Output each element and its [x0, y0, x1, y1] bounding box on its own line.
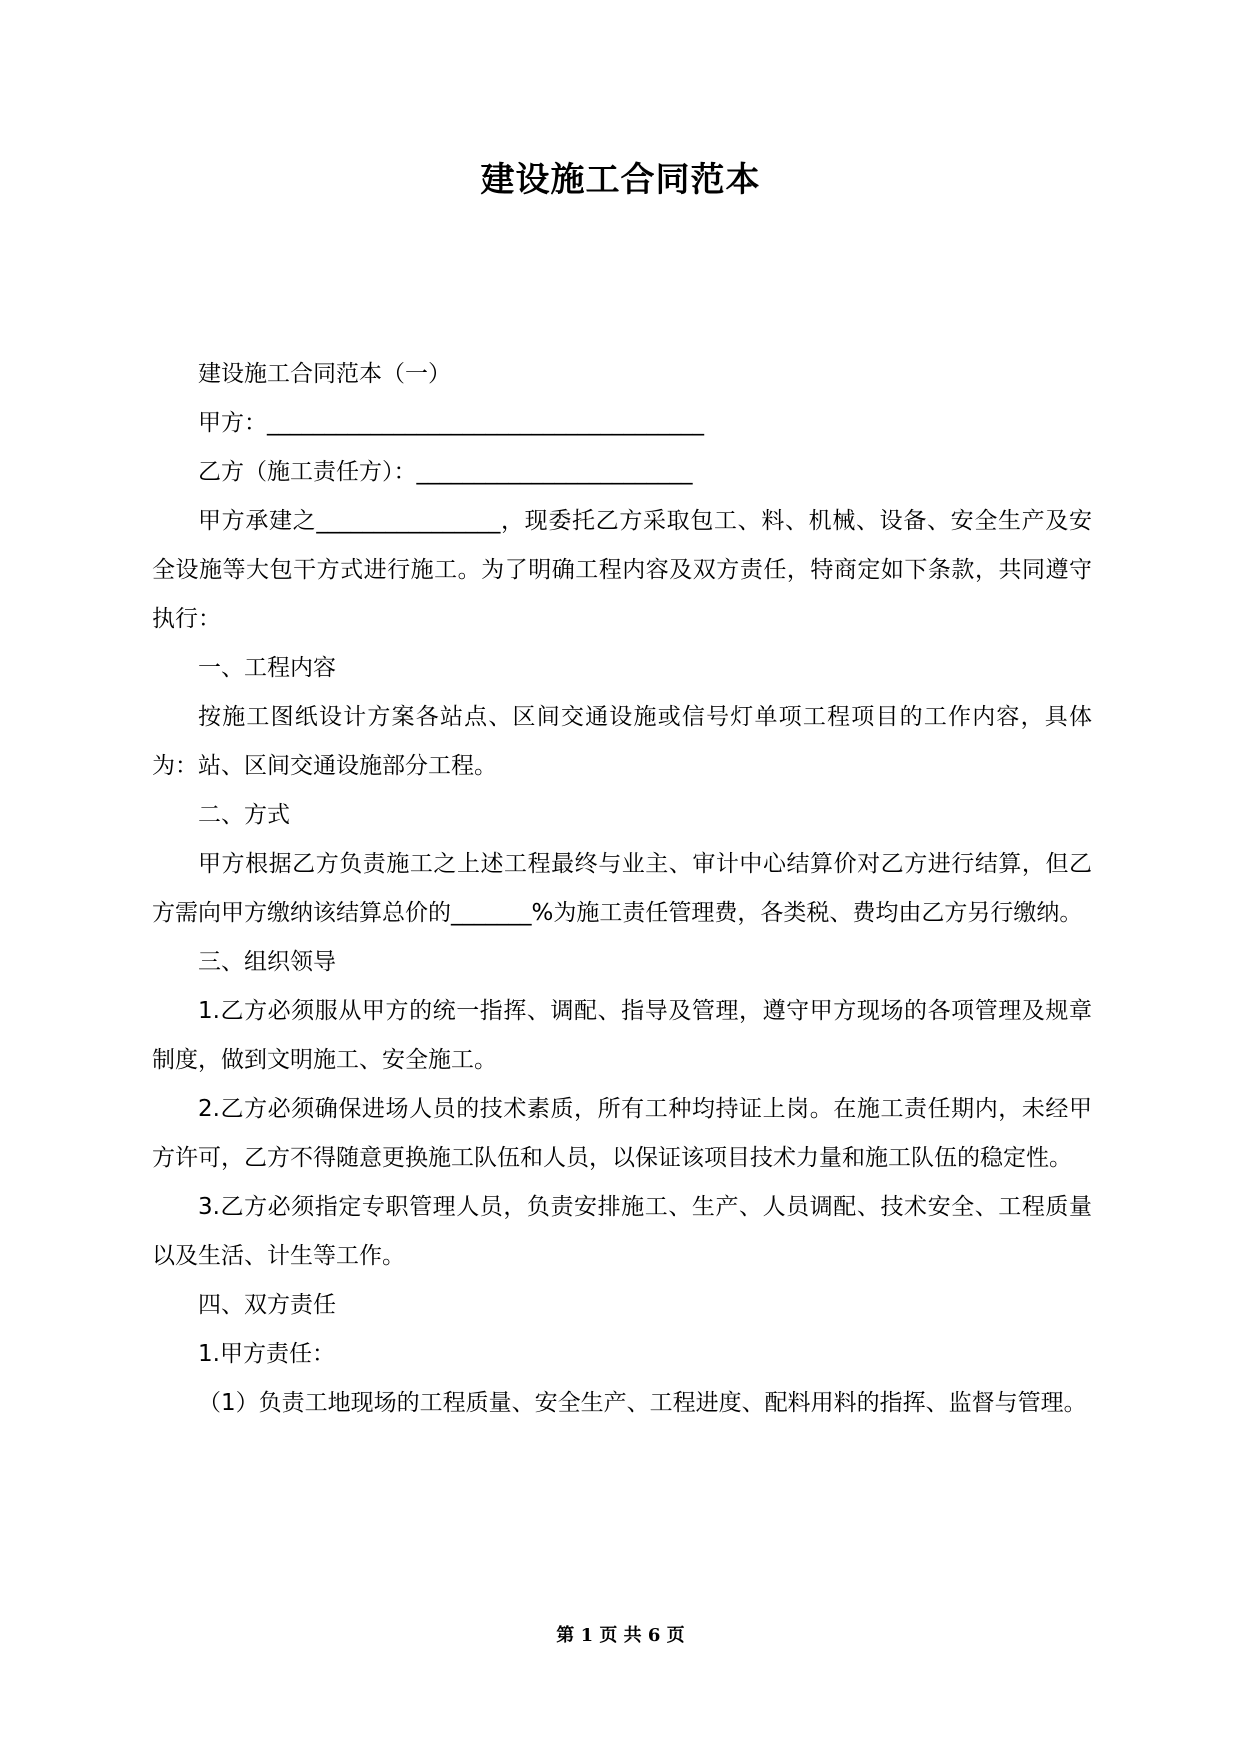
- party-a-responsibility-heading: 1.甲方责任：: [198, 1341, 335, 1367]
- intro-paragraph: 甲方承建之________________，现委托乙方采取包工、料、机械、设备、安全生产及安全设施等大包干方式进行施工。为了明确工程内容及双方责任，特商定如下条款，共同遵守执行：: [152, 508, 1092, 632]
- section-heading-responsibilities: 四、双方责任: [198, 1292, 336, 1318]
- section-heading-work-content: 一、工程内容: [198, 655, 336, 681]
- document-body: [152, 350, 1092, 1428]
- organization-item-2: 2.乙方必须确保进场人员的技术素质，所有工种均持证上岗。在施工责任期内，未经甲方许可，乙方不得随意更换施工队伍和人员，以保证该项目技术力量和施工队伍的稳定性。: [152, 1096, 1092, 1171]
- page-number-footer: 第 1 页 共 6 页: [556, 1625, 685, 1646]
- section-heading-organization: 三、组织领导: [198, 949, 336, 975]
- party-a-line: 甲方：______________________________________: [198, 410, 704, 436]
- method-paragraph: 甲方根据乙方负责施工之上述工程最终与业主、审计中心结算价对乙方进行结算，但乙方需向甲方缴纳该结算总价的_______%为施工责任管理费，各类税、费均由乙方另行缴纳。: [152, 851, 1092, 926]
- work-content-paragraph: 按施工图纸设计方案各站点、区间交通设施或信号灯单项工程项目的工作内容，具体为：站、区间交通设施部分工程。: [152, 704, 1092, 779]
- document-title: 建设施工合同范本: [480, 160, 761, 200]
- organization-item-3: 3.乙方必须指定专职管理人员，负责安排施工、生产、人员调配、技术安全、工程质量以及生活、计生等工作。: [152, 1194, 1092, 1269]
- party-a-responsibility-item-1: （1）负责工地现场的工程质量、安全生产、工程进度、配料用料的指挥、监督与管理。: [198, 1390, 1087, 1416]
- party-b-line: 乙方（施工责任方）：________________________: [198, 459, 693, 485]
- section-heading-method: 二、方式: [198, 802, 290, 828]
- organization-item-1: 1.乙方必须服从甲方的统一指挥、调配、指导及管理，遵守甲方现场的各项管理及规章制度，做到文明施工、安全施工。: [152, 998, 1092, 1073]
- section-heading-contract-one: 建设施工合同范本（一）: [198, 361, 451, 387]
